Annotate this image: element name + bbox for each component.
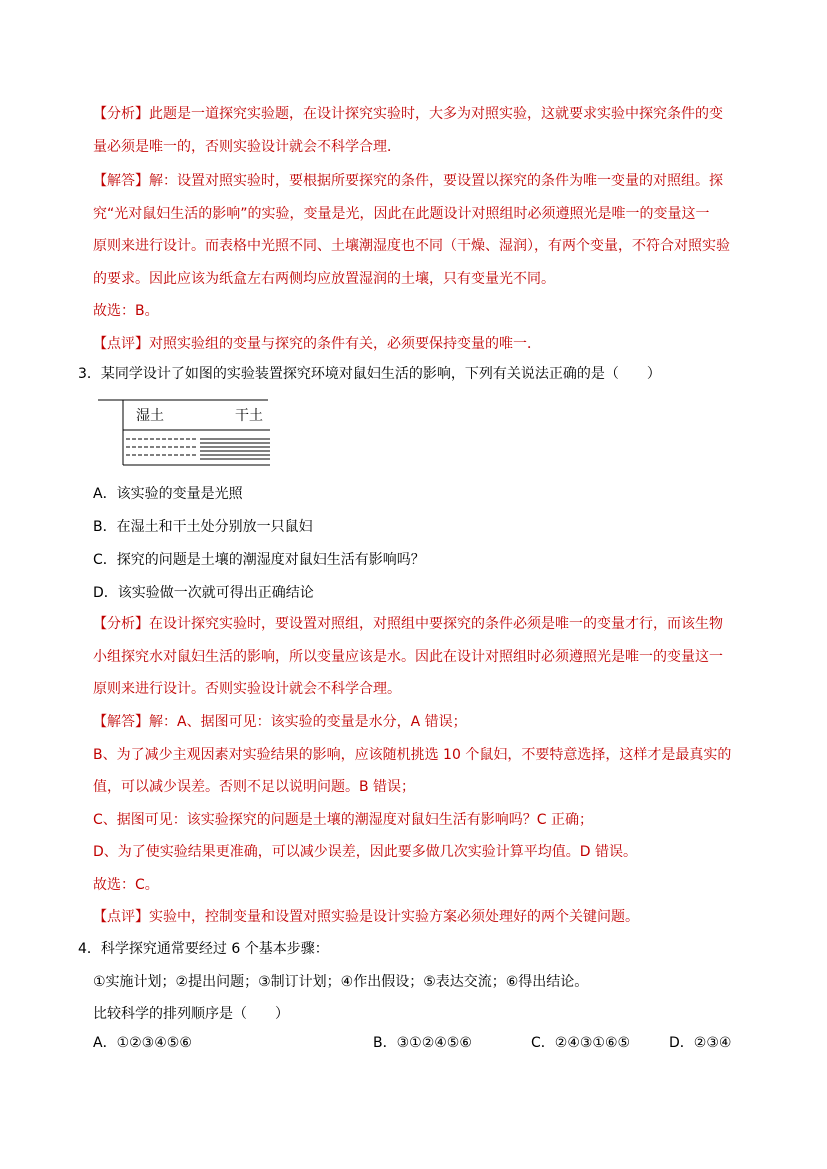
answer-text: 值，可以减少误差。否则不足以说明问题。B 错误；	[93, 779, 416, 795]
q2-analysis	[93, 98, 755, 163]
q3-option-a: A．该实验的变量是光照	[93, 486, 243, 502]
analysis-text: 此题是一道探究实验题，在设计探究实验时，大多为对照实验，这就要求实验中探究条件的变	[149, 106, 723, 122]
q3-stem: 3．某同学设计了如图的实验装置探究环境对鼠妇生活的影响，下列有关说法正确的是（ ）	[78, 366, 661, 382]
q4-option-c: C．②④③①⑥⑤	[531, 1035, 631, 1051]
q3-option-d: D．该实验做一次就可得出正确结论	[93, 585, 314, 601]
answer-text: C、据图可见：该实验探究的问题是土壤的潮湿度对鼠妇生活有影响吗？C 正确；	[93, 811, 593, 828]
wet-soil-label: 湿土	[136, 408, 164, 424]
q4-steps: ①实施计划；②提出问题；③制订计划；④作出假设；⑤表达交流；⑥得出结论。	[93, 974, 589, 990]
answer-tag: 【解答】	[93, 173, 149, 189]
dry-soil-label: 干土	[235, 408, 263, 424]
q4-ask: 比较科学的排列顺序是（ ）	[93, 1006, 289, 1022]
q4-option-a: A．①②③④⑤⑥	[93, 1035, 192, 1051]
q2-answer	[93, 165, 755, 360]
answer-text: 原则来进行设计。而表格中光照不同、土壤潮湿度也不同（干燥、湿润），有两个变量，不符合对照实验	[93, 238, 730, 254]
q4-option-b: B．③①②④⑤⑥	[373, 1035, 472, 1051]
answer-text: D、为了使实验结果更准确，可以减少误差，因此要多做几次实验计算平均值。D 错误。	[93, 844, 638, 860]
analysis-text: 在设计探究实验时，要设置对照组，对照组中要探究的条件必须是唯一的变量才行，而该生物	[149, 616, 723, 632]
answer-text: 解：A、据图可见：该实验的变量是水分，A 错误；	[149, 714, 467, 730]
analysis-tag: 【分析】	[93, 616, 149, 632]
answer-text: 的要求。因此应该为纸盒左右两侧均应放置湿润的土壤，只有变量光不同。	[93, 270, 555, 287]
answer-text: B、为了减少主观因素对实验结果的影响，应该随机挑选 10 个鼠妇，不要特意选择，这样才是最真实的	[93, 746, 732, 763]
comment-text: 实验中，控制变量和设置对照实验是设计实验方案必须处理好的两个关键问题。	[149, 909, 639, 925]
choose-text: 故选：B。	[93, 303, 159, 319]
q4-option-d: D．②③④	[669, 1035, 732, 1051]
q4-stem: 4．科学探究通常要经过 6 个基本步骤：	[78, 941, 329, 957]
q3-diagram	[98, 395, 270, 467]
answer-text: 解：设置对照实验时，要根据所要探究的条件，要设置以探究的条件为唯一变量的对照组。探	[149, 173, 723, 189]
analysis-text: 小组探究水对鼠妇生活的影响，所以变量应该是水。因此在设计对照组时必须遵照光是唯一的变量这一	[93, 648, 723, 665]
comment-tag: 【点评】	[93, 909, 149, 925]
analysis-text: 量必须是唯一的，否则实验设计就会不科学合理．	[93, 138, 401, 155]
comment-text: 对照实验组的变量与探究的条件有关，必须要保持变量的唯一．	[149, 335, 541, 352]
q3-option-b: B．在湿土和干土处分别放一只鼠妇	[93, 519, 313, 535]
q3-analysis	[93, 608, 755, 706]
analysis-text: 原则来进行设计。否则实验设计就会不科学合理。	[93, 681, 401, 697]
choose-text: 故选：C。	[93, 876, 159, 893]
answer-text: 究“光对鼠妇生活的影响”的实验，变量是光，因此在此题设计对照组时必须遵照光是唯一的变量这一	[93, 205, 710, 222]
q3-option-c: C．探究的问题是土壤的潮湿度对鼠妇生活有影响吗？	[93, 552, 425, 568]
answer-tag: 【解答】	[93, 714, 149, 730]
q3-answer	[93, 706, 755, 934]
analysis-tag: 【分析】	[93, 106, 149, 122]
comment-tag: 【点评】	[93, 335, 149, 352]
